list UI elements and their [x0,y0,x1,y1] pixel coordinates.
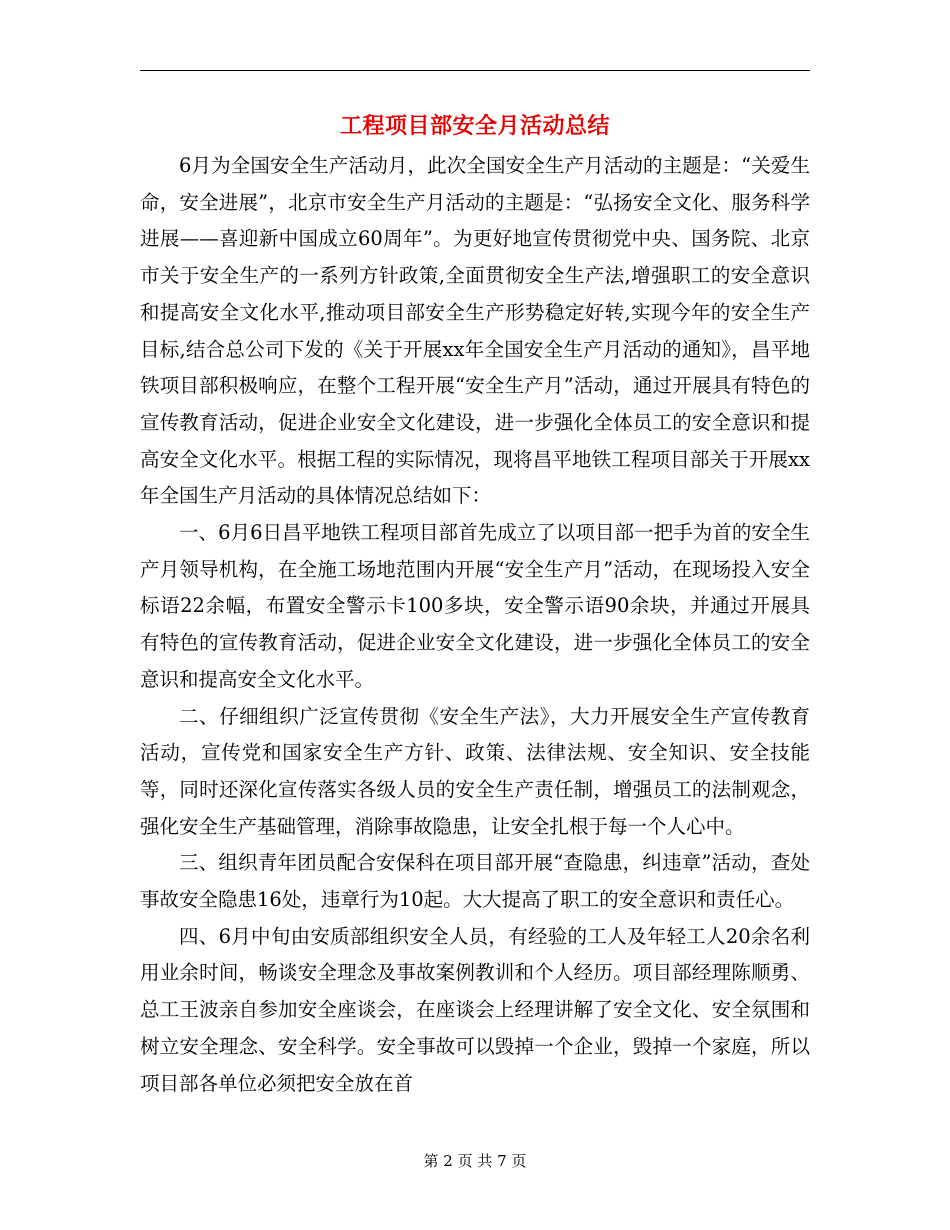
page-number-footer: 第 2 页 共 7 页 [423,1152,527,1170]
document-title: 工程项目部安全月活动总结 [339,113,610,139]
paragraph-item-4: 四、6月中旬由安质部组织安全人员，有经验的工人及年轻工人20余名利用业余时间，畅谈安全理念及事故案例教训和个人经历。项目部经理陈顺勇、总工王波亲自参加安全座谈会，在座谈会上经理讲解了安全文化、安全氛围和树立安全理念、安全科学。安全事故可以毁掉一个企业，毁掉一个家庭，所以项目部各单位必须把安全放在首 [140,924,810,1095]
paragraph-intro: 6月为全国安全生产活动月，此次全国安全生产月活动的主题是：“关爱生命，安全进展”，北京市安全生产月活动的主题是：“弘扬安全文化、服务科学进展——喜迎新中国成立60周年”。为更好地宣传贯彻党中央、国务院、北京市关于安全生产的一系列方针政策,全面贯彻安全生产法,增强职工的安全意识和提高安全文化水平,推动项目部安全生产形势稳定好转,实现今年的安全生产目标,结合总公司下发的《关于开展xx年全国安全生产月活动的通知》，昌平地铁项目部积极响应，在整个工程开展“安全生产月”活动，通过开展具有特色的宣传教育活动，促进企业安全文化建设，进一步强化全体员工的安全意识和提高安全文化水平。根据工程的实际情况，现将昌平地铁工程项目部关于开展xx年全国生产月活动的具体情况总结如下： [140,154,810,508]
document-body [140,148,810,1102]
paragraph-item-3: 三、组织青年团员配合安保科在项目部开展“查隐患，纠违章”活动，查处事故安全隐患16处，违章行为10起。大大提高了职工的安全意识和责任心。 [140,851,810,912]
header-rule [140,70,810,71]
paragraph-item-1: 一、6月6日昌平地铁工程项目部首先成立了以项目部一把手为首的安全生产月领导机构，在全施工场地范围内开展“安全生产月”活动，在现场投入安全标语22余幅，布置安全警示卡100多块，安全警示语90余块，并通过开展具有特色的宣传教育活动，促进企业安全文化建设，进一步强化全体员工的安全意识和提高安全文化水平。 [140,521,810,691]
paragraph-item-2: 二、仔细组织广泛宣传贯彻《安全生产法》，大力开展安全生产宣传教育活动，宣传党和国家安全生产方针、政策、法律法规、安全知识、安全技能等，同时还深化宣传落实各级人员的安全生产责任制，增强员工的法制观念，强化安全生产基础管理，消除事故隐患，让安全扎根于每一个人心中。 [140,704,810,838]
